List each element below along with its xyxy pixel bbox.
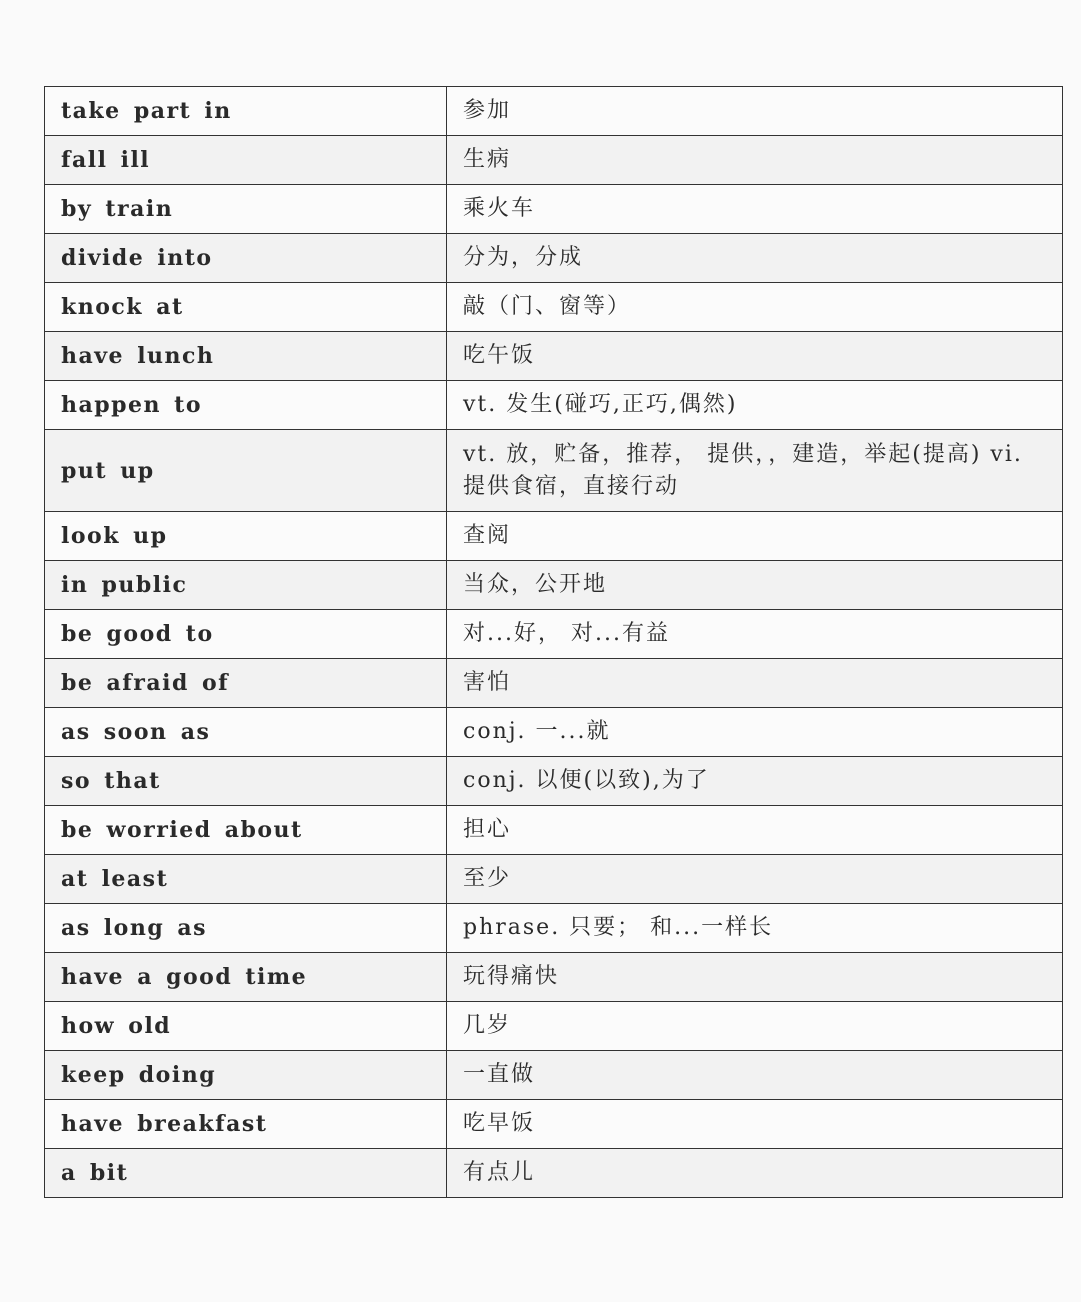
phrase-zh: 几岁 bbox=[447, 1002, 1063, 1051]
phrase-zh: conj. 以便(以致),为了 bbox=[447, 757, 1063, 806]
phrase-en: keep doing bbox=[45, 1051, 447, 1100]
phrase-zh: vt. 放，贮备，推荐， 提供，，建造，举起(提高) vi. 提供食宿，直接行动 bbox=[447, 430, 1063, 512]
phrase-zh: 参加 bbox=[447, 87, 1063, 136]
table-row bbox=[45, 332, 1063, 381]
phrase-en: have breakfast bbox=[45, 1100, 447, 1149]
table-row bbox=[45, 512, 1063, 561]
phrase-en: have a good time bbox=[45, 953, 447, 1002]
phrase-zh: 一直做 bbox=[447, 1051, 1063, 1100]
table-row bbox=[45, 87, 1063, 136]
phrase-zh: 有点儿 bbox=[447, 1149, 1063, 1198]
phrase-zh: 吃午饭 bbox=[447, 332, 1063, 381]
phrase-en: at least bbox=[45, 855, 447, 904]
phrase-en: a bit bbox=[45, 1149, 447, 1198]
table-row bbox=[45, 1002, 1063, 1051]
phrase-en: look up bbox=[45, 512, 447, 561]
phrase-en: be worried about bbox=[45, 806, 447, 855]
phrase-zh: 害怕 bbox=[447, 659, 1063, 708]
table-row bbox=[45, 430, 1063, 512]
phrase-en: put up bbox=[45, 430, 447, 512]
phrase-zh: 乘火车 bbox=[447, 185, 1063, 234]
table-row bbox=[45, 561, 1063, 610]
phrase-en: fall ill bbox=[45, 136, 447, 185]
phrase-zh: 至少 bbox=[447, 855, 1063, 904]
phrase-en: have lunch bbox=[45, 332, 447, 381]
phrase-en: take part in bbox=[45, 87, 447, 136]
table-row bbox=[45, 234, 1063, 283]
table-row bbox=[45, 185, 1063, 234]
table-row bbox=[45, 1051, 1063, 1100]
phrase-zh: 分为，分成 bbox=[447, 234, 1063, 283]
table-row bbox=[45, 904, 1063, 953]
phrase-zh: 玩得痛快 bbox=[447, 953, 1063, 1002]
phrase-en: happen to bbox=[45, 381, 447, 430]
phrase-en: knock at bbox=[45, 283, 447, 332]
table-row bbox=[45, 610, 1063, 659]
phrase-en: in public bbox=[45, 561, 447, 610]
table-row bbox=[45, 806, 1063, 855]
table-row bbox=[45, 1149, 1063, 1198]
phrase-en: so that bbox=[45, 757, 447, 806]
phrase-en: as soon as bbox=[45, 708, 447, 757]
phrase-zh: 担心 bbox=[447, 806, 1063, 855]
phrase-zh: 对...好， 对...有益 bbox=[447, 610, 1063, 659]
phrase-en: be good to bbox=[45, 610, 447, 659]
table-row bbox=[45, 855, 1063, 904]
phrase-zh: 生病 bbox=[447, 136, 1063, 185]
phrase-zh: 当众，公开地 bbox=[447, 561, 1063, 610]
phrase-en: as long as bbox=[45, 904, 447, 953]
table-row bbox=[45, 708, 1063, 757]
phrase-zh: 查阅 bbox=[447, 512, 1063, 561]
phrase-zh: vt. 发生(碰巧,正巧,偶然) bbox=[447, 381, 1063, 430]
phrase-en: how old bbox=[45, 1002, 447, 1051]
phrase-en: be afraid of bbox=[45, 659, 447, 708]
phrase-zh: conj. 一...就 bbox=[447, 708, 1063, 757]
phrase-table bbox=[44, 86, 1063, 1198]
phrase-en: by train bbox=[45, 185, 447, 234]
table-row bbox=[45, 757, 1063, 806]
table-row bbox=[45, 381, 1063, 430]
table-row bbox=[45, 283, 1063, 332]
table-row bbox=[45, 136, 1063, 185]
table-row bbox=[45, 953, 1063, 1002]
phrase-zh: 敲（门、窗等） bbox=[447, 283, 1063, 332]
table-row bbox=[45, 659, 1063, 708]
phrase-zh: 吃早饭 bbox=[447, 1100, 1063, 1149]
table-row bbox=[45, 1100, 1063, 1149]
phrase-en: divide into bbox=[45, 234, 447, 283]
phrase-zh: phrase. 只要； 和...一样长 bbox=[447, 904, 1063, 953]
